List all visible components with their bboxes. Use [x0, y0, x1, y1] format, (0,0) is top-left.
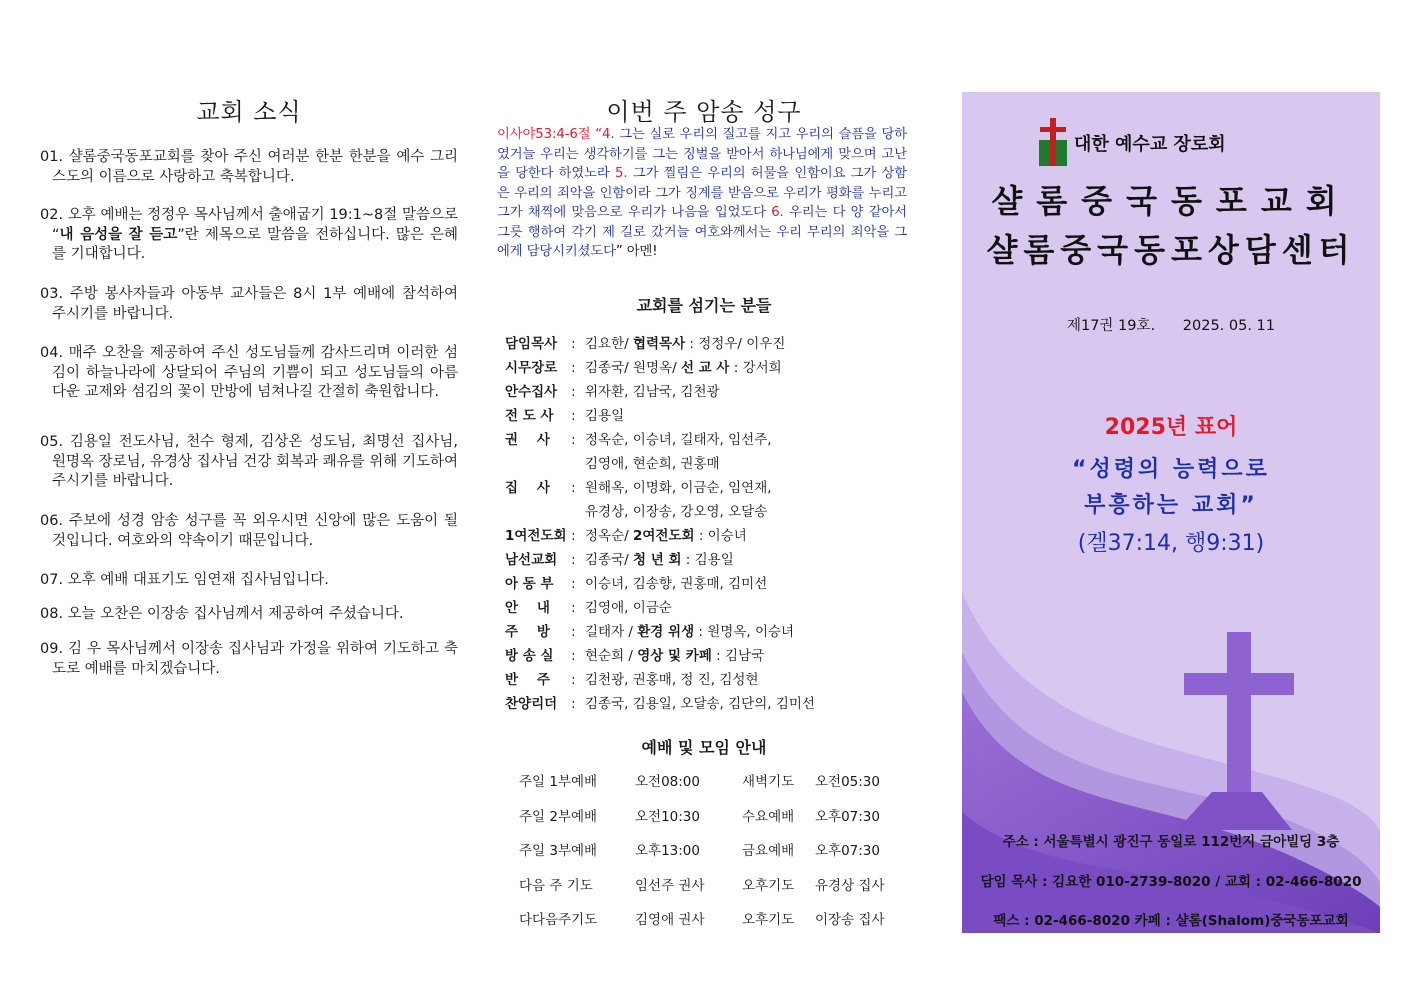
memory-verse-title: 이번 주 암송 성구: [606, 98, 802, 126]
schedule-cell: 오후기도: [742, 912, 795, 928]
staff-role: 주 방: [505, 624, 550, 640]
schedule-cell: 임선주 권사: [635, 877, 705, 894]
schedule-cell: 주일 1부예배: [519, 774, 598, 790]
staff-row: [505, 500, 905, 524]
schedule-cell: 이장송 집사: [815, 912, 885, 928]
motto-heading: 2025년 표어: [1104, 415, 1238, 440]
news-item-7: 07. 오후 예배 대표기도 임연재 집사님입니다.: [40, 572, 329, 588]
issue-info: 제17권 19호. 2025. 05. 11: [1066, 318, 1276, 334]
news-item-5: 05. 김용일 전도사님, 천수 형제, 김상온 성도님, 최명선 집사님, 원명옥 장로님, 유경상 집사님 건강 회복과 쾌유를 위해 기도하여 주시기를 바랍니다.: [40, 434, 458, 489]
schedule-cell: 오전10:30: [635, 808, 700, 825]
news-item-4: 04. 매주 오찬을 제공하여 주신 성도님들께 감사드리며 이러한 섬김이 하늘나라에 상달되어 주님의 기쁨이 되고 성도님들의 아름다운 교제와 섬김의 꽃이 만방에 넘쳐나길 간절히 축원합니다.: [40, 345, 458, 400]
staff-role: 담임목사: [505, 336, 558, 352]
news-item-2: 02. 오후 예배는 정정우 목사님께서 출애굽기 19:1~8절 말씀으로 “내 음성을 잘 듣고”란 제목으로 말씀을 전하십니다. 많은 은혜를 기대합니다.: [40, 207, 458, 262]
news-item-6: 06. 주보에 성경 암송 성구를 꼭 외우시면 신앙에 많은 도움이 될 것입니다. 여호와의 약속이기 때문입니다.: [40, 513, 458, 549]
separator: :: [571, 600, 576, 616]
staff-names: 김용일: [585, 408, 625, 424]
staff-names: 정옥순/ 2여전도회 : 이승녀: [585, 528, 747, 544]
staff-row: [505, 668, 905, 692]
separator: :: [571, 408, 576, 424]
staff-role-secondary: 환경 위생: [637, 624, 695, 640]
schedule-cell: 다다음주기도: [519, 912, 598, 928]
separator: :: [571, 648, 576, 664]
schedule-cell: 오후기도: [742, 877, 795, 894]
contact-info: 담임 목사 : 김요한 010-2739-8020 / 교회 : 02-466-8020: [980, 874, 1362, 890]
staff-role: 집 사: [505, 480, 550, 496]
staff-names: 유경상, 이장송, 강오영, 오달송: [585, 504, 768, 520]
staff-names: 길태자 / 환경 위생 : 원명옥, 이승녀: [585, 624, 795, 640]
schedule-cell: 오후07:30: [815, 808, 880, 825]
staff-role-secondary: 협력목사: [632, 336, 686, 352]
schedule-cell: 새벽기도: [742, 774, 795, 790]
church-logo-icon: [1036, 118, 1070, 168]
staff-role: 안 내: [505, 600, 550, 616]
fax-cafe-info: 팩스 : 02-466-8020 카페 : 샬롬(Shalom)중국동포교회: [993, 913, 1349, 929]
schedule-cell: 주일 2부예배: [519, 808, 598, 825]
staff-role-secondary: 영상 및 카페: [637, 648, 712, 664]
schedule-cell: 오전05:30: [815, 774, 880, 790]
staff-list: [505, 332, 905, 716]
schedule-cell: 수요예배: [742, 808, 795, 825]
staff-names: 김영애, 이금순: [585, 600, 672, 616]
staff-names: 현순희 / 영상 및 카페 : 김남국: [585, 648, 765, 664]
counseling-center-name: 샬롬중국동포상담센터: [986, 231, 1356, 269]
staff-names: 김종국/ 청 년 회 : 김용일: [585, 552, 734, 568]
staff-role: 남선교회: [505, 552, 558, 568]
staff-role: 아 동 부: [505, 576, 554, 592]
schedule-cell: 오후07:30: [815, 843, 880, 859]
church-address: 주소 : 서울특별시 광진구 동일로 112번지 금아빌딩 3층: [1002, 834, 1340, 850]
staff-role: 방 송 실: [505, 648, 554, 664]
schedule-row: [497, 908, 911, 943]
staff-row: [505, 524, 905, 548]
separator: :: [571, 432, 576, 448]
staff-row: [505, 620, 905, 644]
staff-role-secondary: 청 년 회: [632, 552, 682, 568]
schedule-cell: 금요예배: [742, 843, 795, 859]
schedule-cell: 유경상 집사: [815, 877, 885, 894]
schedule-cell: 주일 3부예배: [519, 843, 598, 859]
schedule-cell: 김영애 권사: [635, 912, 705, 928]
staff-title: 교회를 섬기는 분들: [636, 296, 772, 315]
separator: :: [571, 696, 576, 712]
staff-row: [505, 596, 905, 620]
staff-names: 원해옥, 이명화, 이금순, 임연재,: [585, 480, 772, 496]
motto-line-2: 부흥하는 교회”: [1084, 493, 1258, 518]
staff-row: [505, 428, 905, 452]
separator: :: [571, 360, 576, 376]
separator: :: [571, 384, 576, 400]
verse-reference: 이사야53:4-6절: [497, 127, 591, 142]
separator: :: [571, 672, 576, 688]
staff-row: [505, 404, 905, 428]
staff-row: [505, 692, 905, 716]
separator: :: [571, 552, 576, 568]
schedule-cell: 오전08:00: [635, 774, 700, 790]
staff-row: [505, 548, 905, 572]
memory-verse-text: 이사야53:4-6절 “4. 그는 실로 우리의 질고를 지고 우리의 슬픔을 당하였거늘 우리는 생각하기를 그는 징벌을 받아서 하나님에게 맞으며 고난을 당한다 하였노라 5. 그가 찔림은 우리의 허물을 인함이요 그가 상함은 우리의 죄악을 인함이라 그가 징계를 받음으로 우리가 평화를 누리고 그가 채찍에 맞음으로 우리가 나음을 입었도다 6. 우리는 다 양 같아서 그릇 행하여 각기 제 길로 갔거늘 여호와께서는 우리 무리의 죄악을 그에게 담당시키셨도다” 아멘!: [497, 127, 907, 259]
staff-role: 권 사: [505, 432, 550, 448]
staff-role: 찬양리더: [505, 696, 558, 712]
staff-role: 전 도 사: [505, 408, 554, 424]
staff-names: 이승녀, 김송향, 권홍매, 김미선: [585, 576, 768, 592]
news-item-3: 03. 주방 봉사자들과 아동부 교사들은 8시 1부 예배에 참석하여 주시기를 바랍니다.: [40, 286, 458, 322]
staff-names: 김영애, 현순희, 권홍매: [585, 456, 720, 472]
schedule-table: [497, 770, 911, 943]
staff-role: 1여전도회: [505, 528, 567, 544]
separator: [571, 452, 585, 476]
staff-role: [505, 500, 571, 524]
staff-row: [505, 476, 905, 500]
staff-row: [505, 356, 905, 380]
staff-row: [505, 332, 905, 356]
staff-role: 안수집사: [505, 384, 558, 400]
staff-role: 반 주: [505, 672, 550, 688]
separator: :: [571, 528, 576, 544]
schedule-row: [497, 839, 911, 874]
sermon-title: 내 음성을 잘 듣고: [59, 226, 178, 243]
schedule-row: [497, 805, 911, 840]
church-name: 샬롬중국동포교회: [991, 182, 1351, 220]
denomination-name: 대한 예수교 장로회: [1074, 134, 1226, 155]
separator: :: [571, 336, 576, 352]
staff-row: [505, 572, 905, 596]
news-item-9: 09. 김 우 목사님께서 이장송 집사님과 가정을 위하여 기도하고 축도로 예배를 마치겠습니다.: [40, 641, 458, 677]
staff-names: 김천광, 권홍매, 정 진, 김성현: [585, 672, 759, 688]
motto-line-1: “성령의 능력으로: [1072, 457, 1270, 482]
staff-names: 김종국/ 원명옥/ 선 교 사 : 강서희: [585, 360, 782, 376]
staff-names: 위자환, 김남국, 김천광: [585, 384, 720, 400]
schedule-cell: 다음 주 기도: [519, 877, 593, 894]
separator: :: [571, 624, 576, 640]
news-item-1: 01. 샬롬중국동포교회를 찾아 주신 여러분 한분 한분을 예수 그리스도의 이름으로 사랑하고 축복합니다.: [40, 149, 458, 185]
schedule-row: [497, 770, 911, 805]
staff-names: 정옥순, 이승녀, 길태자, 임선주,: [585, 432, 772, 448]
schedule-title: 예배 및 모임 안내: [641, 738, 767, 757]
schedule-row: [497, 874, 911, 909]
staff-row: [505, 452, 905, 476]
motto-reference: (겔37:14, 행9:31): [1077, 531, 1265, 556]
staff-role: [505, 452, 571, 476]
staff-role-secondary: 2여전도회: [632, 528, 695, 544]
staff-row: [505, 644, 905, 668]
staff-names: 김요한/ 협력목사 : 정정우/ 이우진: [585, 336, 786, 352]
separator: [571, 500, 585, 524]
news-item-8: 08. 오늘 오찬은 이장송 집사님께서 제공하여 주셨습니다.: [40, 606, 404, 622]
staff-role-secondary: 선 교 사: [680, 360, 730, 376]
separator: :: [571, 480, 576, 496]
staff-role: 시무장로: [505, 360, 558, 376]
church-news-title: 교회 소식: [196, 98, 302, 126]
cover-panel: [962, 92, 1380, 933]
staff-row: [505, 380, 905, 404]
schedule-cell: 오후13:00: [635, 843, 700, 859]
separator: :: [571, 576, 576, 592]
staff-names: 김종국, 김용일, 오달송, 김단의, 김미선: [585, 696, 815, 712]
